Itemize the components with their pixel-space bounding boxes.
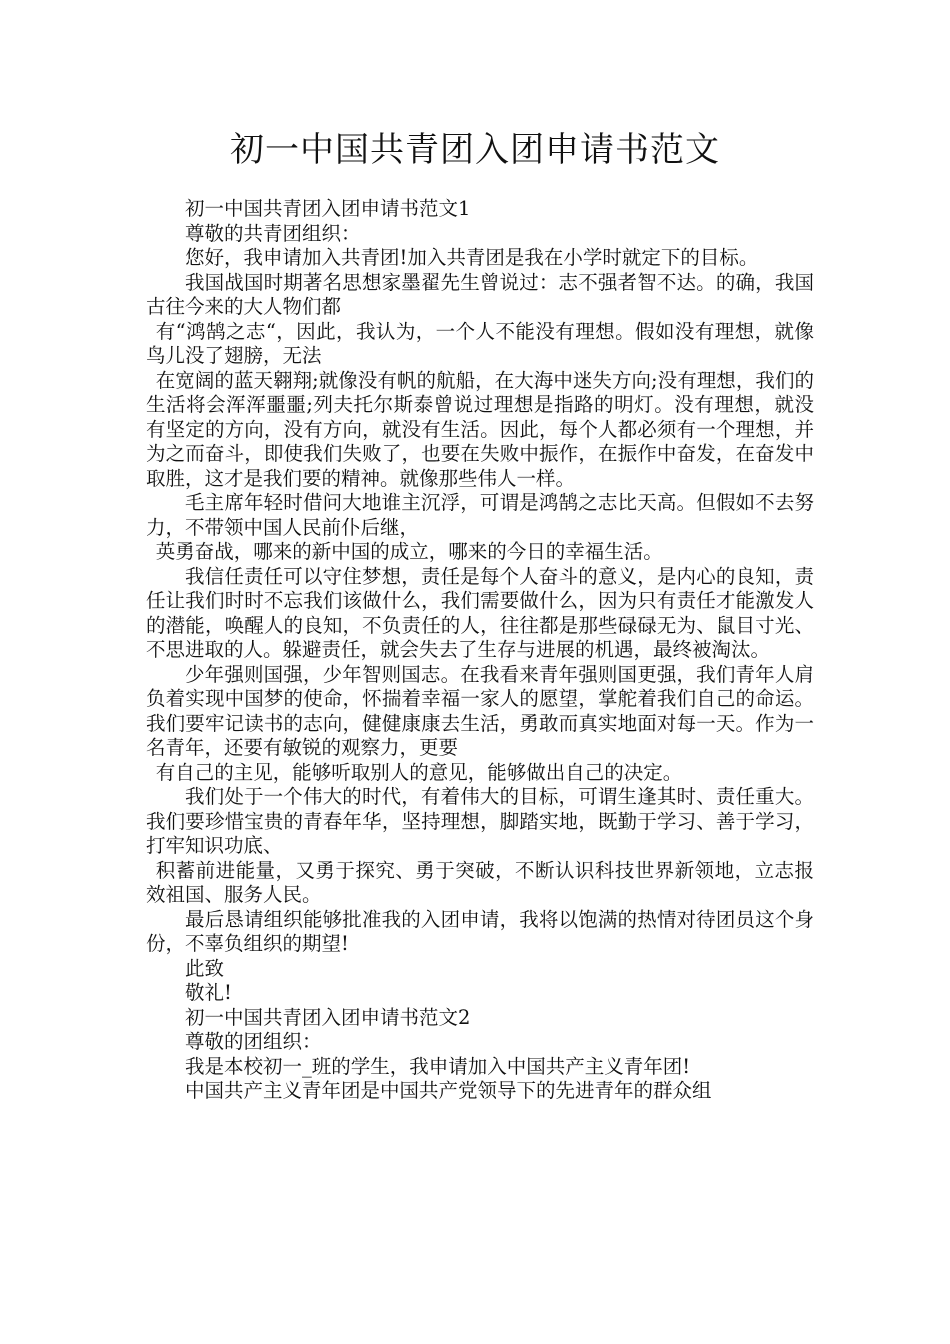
section-heading: 初一中国共青团入团申请书范文2 <box>185 1005 471 1029</box>
document-body <box>146 197 814 1104</box>
paragraph: 积蓄前进能量，又勇于探究、勇于突破，不断认识科技世界新领地，立志报效祖国、服务人民。 <box>146 858 814 906</box>
paragraph: 有“鸿鹄之志“，因此，我认为，一个人不能没有理想。假如没有理想，就像鸟儿没了翅膀，无法 <box>146 319 814 367</box>
paragraph: 英勇奋战，哪来的新中国的成立，哪来的今日的幸福生活。 <box>155 540 663 563</box>
closing-regards: 敬礼! <box>185 981 232 1004</box>
paragraph: 您好，我申请加入共青团!加入共青团是我在小学时就定下的目标。 <box>185 246 759 269</box>
paragraph: 我们处于一个伟大的时代，有着伟大的目标，可谓生逢其时、责任重大。我们要珍惜宝贵的青春年华，坚持理想，脚踏实地，既勤于学习、善于学习，打牢知识功底、 <box>146 785 814 857</box>
paragraph: 毛主席年轻时借问大地谁主沉浮，可谓是鸿鹄之志比天高。但假如不去努力，不带领中国人民前仆后继， <box>146 491 814 539</box>
paragraph: 少年强则国强，少年智则国志。在我看来青年强则国更强，我们青年人肩负着实现中国梦的使命，怀揣着幸福一家人的愿望，掌舵着我们自己的命运。我们要牢记读书的志向，健健康康去生活，勇敢而真实地面对每一天。作为一名青年，还要有敏锐的观察力，更要 <box>146 662 814 759</box>
paragraph: 我信任责任可以守住梦想，责任是每个人奋斗的意义，是内心的良知，责任让我们时时不忘我们该做什么，我们需要做什么，因为只有责任才能激发人的潜能，唤醒人的良知，不负责任的人，往往都是那些碌碌无为、鼠目寸光、不思进取的人。躲避责任，就会失去了生存与进展的机遇，最终被淘汰。 <box>146 564 814 661</box>
document-title: 初一中国共青团入团申请书范文 <box>230 130 720 170</box>
paragraph: 初一中国共青团入团申请书范文1 <box>185 197 471 220</box>
paragraph: 在宽阔的蓝天翱翔;就像没有帆的航船，在大海中迷失方向;没有理想，我们的生活将会浑浑噩噩;列夫托尔斯泰曾说过理想是指路的明灯。没有理想，就没有坚定的方向，没有方向，就没有生活。因此，每个人都必须有一个理想，并为之而奋斗，即使我们失败了，也要在失败中振作，在振作中奋发，在奋发中取胜，这才是我们要的精神。就像那些伟人一样。 <box>146 368 814 490</box>
paragraph: 尊敬的共青团组织： <box>185 221 361 245</box>
paragraph: 我国战国时期著名思想家墨翟先生曾说过：志不强者智不达。的确，我国古往今来的大人物们都 <box>146 270 814 318</box>
paragraph: 中国共产主义青年团是中国共产党领导下的先进青年的群众组 <box>185 1079 712 1102</box>
paragraph: 我是本校初一_班的学生，我申请加入中国共产主义青年团! <box>185 1054 691 1078</box>
paragraph: 尊敬的团组织： <box>185 1030 322 1053</box>
paragraph: 最后恳请组织能够批准我的入团申请，我将以饱满的热情对待团员这个身份，不辜负组织的期望! <box>146 907 814 955</box>
paragraph: 有自己的主见，能够听取别人的意见，能够做出自己的决定。 <box>155 760 683 784</box>
closing-salutation: 此致 <box>185 956 225 980</box>
